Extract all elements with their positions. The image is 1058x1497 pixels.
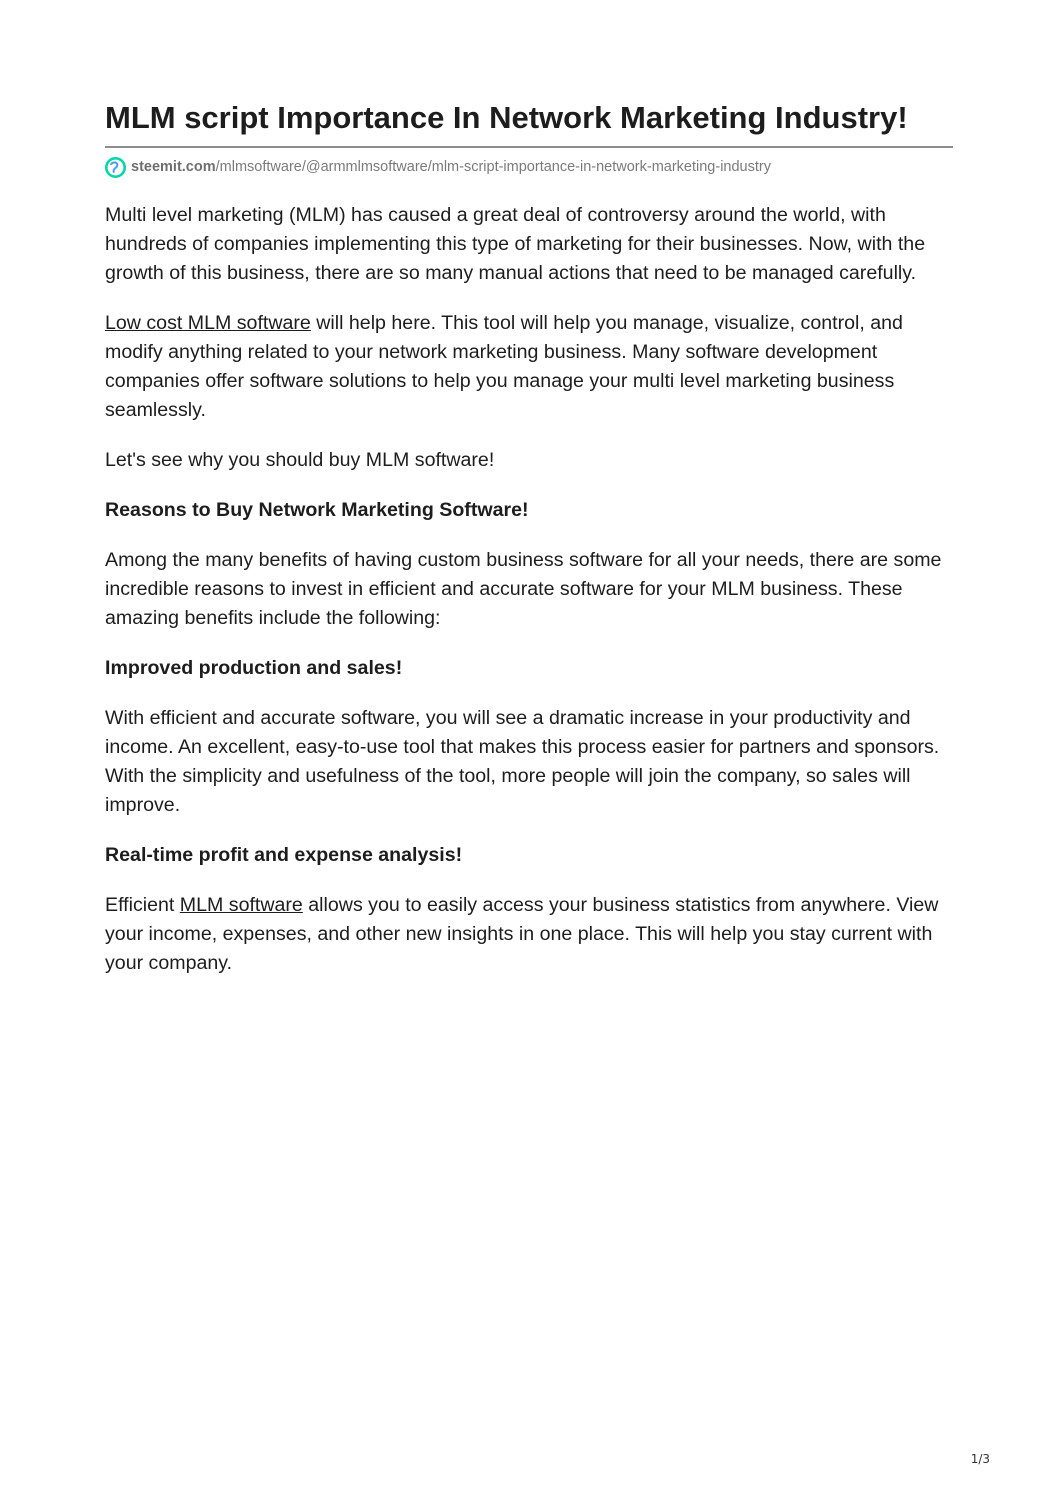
page-number: 1/3 <box>970 1452 990 1466</box>
document-page <box>105 98 953 999</box>
paragraph-production: With efficient and accurate software, you will see a dramatic increase in your productivity and income. An excellent, easy-to-use tool that makes this process easier for partners and sponsors. With the simplicity and usefulness of the tool, more people will join the company, so sales will improve. <box>105 707 940 816</box>
paragraph-profit-start: Efficient <box>105 894 180 916</box>
heading-production: Improved production and sales! <box>105 657 403 679</box>
article-title: MLM script Importance In Network Marketing Industry! <box>105 100 908 135</box>
paragraph-intro: Multi level marketing (MLM) has caused a great deal of controversy around the world, with hundreds of companies implementing this type of marketing for their businesses. Now, with the growth of this business, there are so many manual actions that need to be managed carefully. <box>105 204 926 284</box>
paragraph-why-buy: Let's see why you should buy MLM software! <box>105 449 495 471</box>
article-body <box>105 201 953 978</box>
low-cost-mlm-software-link[interactable]: Low cost MLM software <box>105 312 311 334</box>
paragraph-profit-text: allows you to easily access your business statistics from anywhere. View your income, expenses, and other new insights in one place. This will help you stay current with your company. <box>105 894 939 974</box>
mlm-software-link[interactable]: MLM software <box>179 894 303 916</box>
paragraph-low-cost-text: will help here. This tool will help you manage, visualize, control, and modify anything related to your network marketing business. Many software development companies offer software solutions to help you manage your multi level marketing business seamlessly. <box>105 312 903 421</box>
title-divider <box>105 146 953 148</box>
paragraph-profit <box>105 891 953 978</box>
paragraph-low-cost <box>105 309 953 425</box>
source-url[interactable] <box>105 156 953 178</box>
source-path[interactable]: /mlmsoftware/@armmlmsoftware/mlm-script-importance-in-network-marketing-industry <box>215 159 771 175</box>
heading-reasons: Reasons to Buy Network Marketing Software! <box>105 499 529 521</box>
heading-profit: Real-time profit and expense analysis! <box>105 844 463 866</box>
source-domain[interactable]: steemit.com <box>131 159 216 175</box>
steemit-logo-icon <box>105 157 126 178</box>
paragraph-benefits: Among the many benefits of having custom business software for all your needs, there are some incredible reasons to invest in efficient and accurate software for your MLM business. These amazing benefits include the following: <box>105 549 942 629</box>
